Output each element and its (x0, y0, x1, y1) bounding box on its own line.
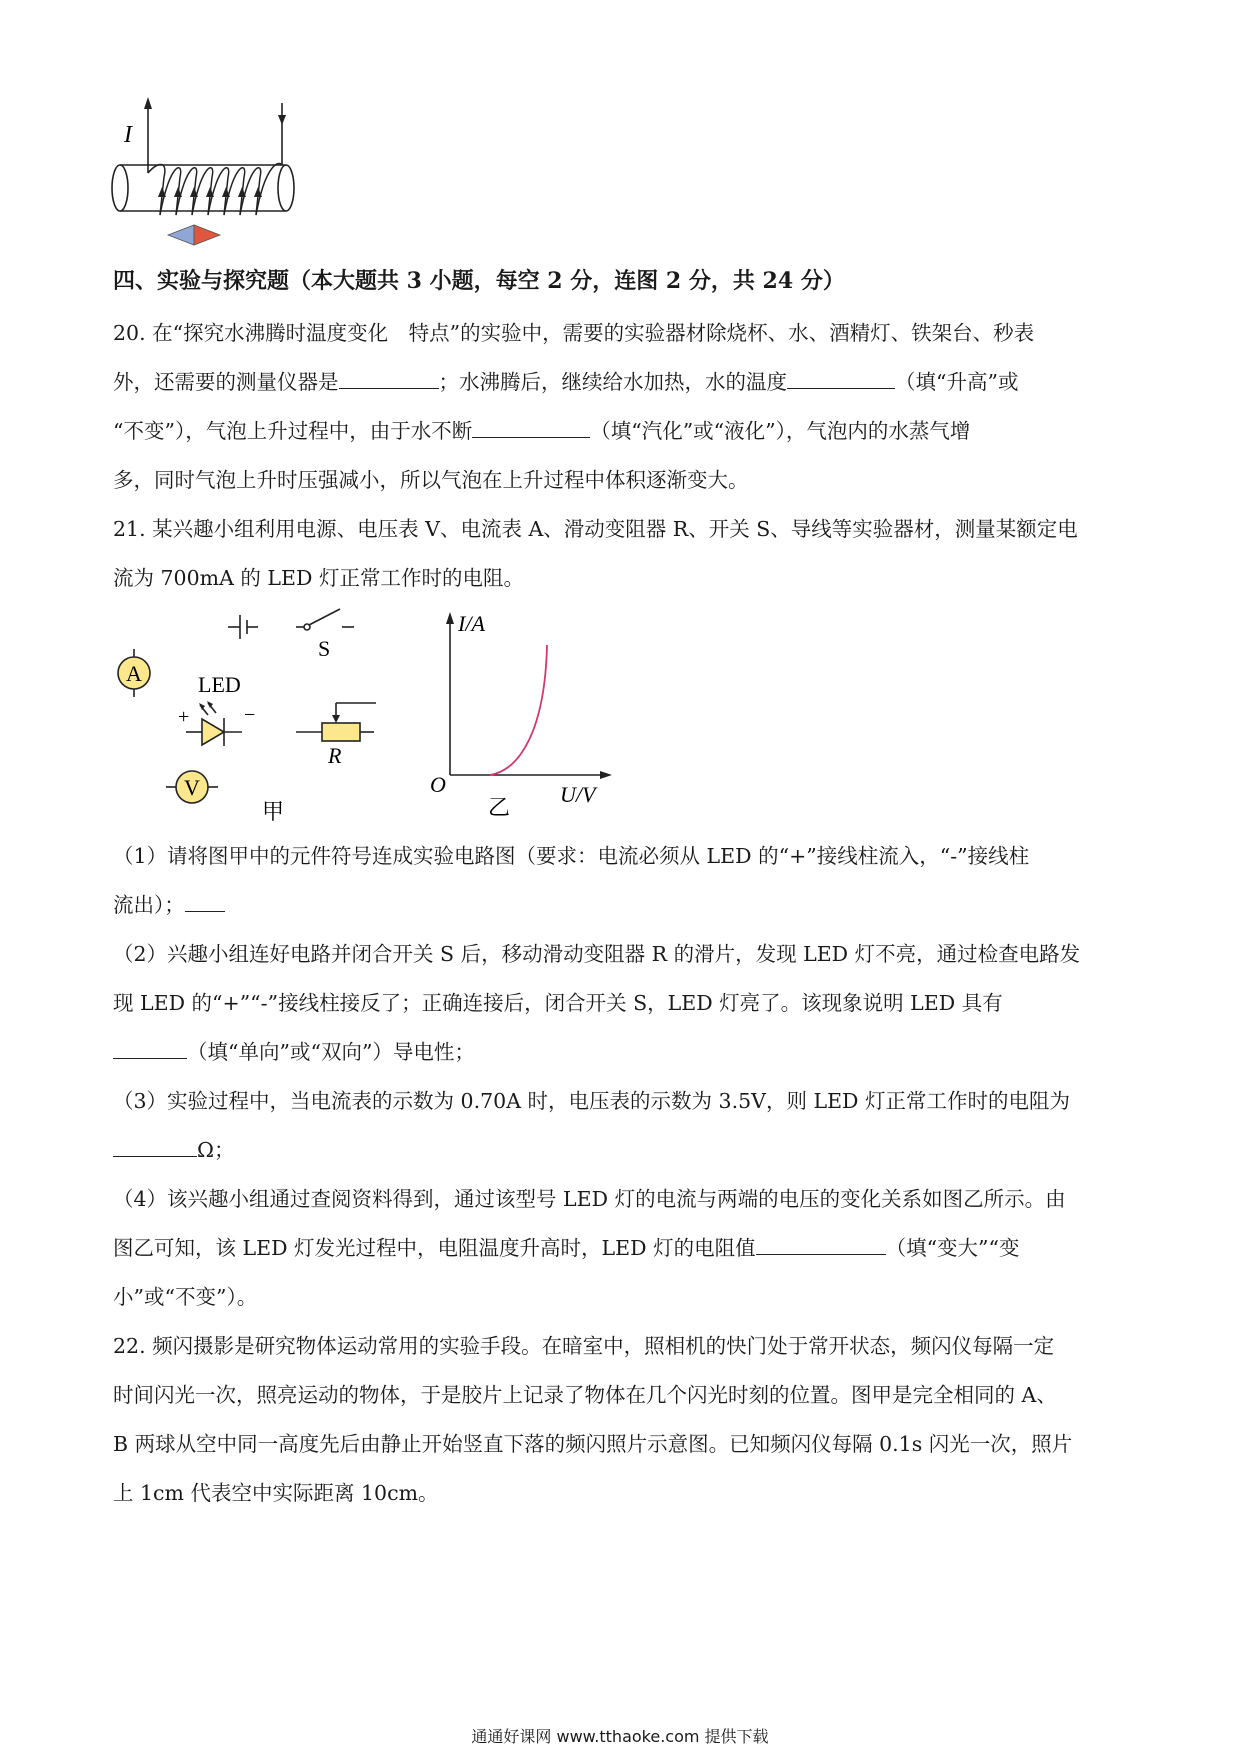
rheostat-label: R (328, 743, 342, 768)
q21-part3-line1: （3）实验过程中，当电流表的示数为 0.70A 时，电压表的示数为 3.5V，则 LED 灯正常工作时的电阻为 (113, 1089, 1070, 1113)
figure-caption-jia: 甲 (262, 799, 285, 824)
figure-yi-graph (420, 610, 620, 830)
q21-part4-line2: 图乙可知，该 LED 灯发光过程中，电阻温度升高时，LED 灯的电阻值 （填“变大”“变 (113, 1236, 1020, 1260)
answer-blank[interactable] (339, 370, 439, 389)
solenoid-figure (110, 95, 330, 255)
q22-line3: B 两球从空中同一高度先后由静止开始竖直下落的频闪照片示意图。已知频闪仪每隔 0.1s 闪光一次，照片 (113, 1432, 1073, 1456)
graph-xlabel: U/V (560, 782, 596, 807)
q21-part4-line1: （4）该兴趣小组通过查阅资料得到，通过该型号 LED 灯的电流与两端的电压的变化关系如图乙所示。由 (113, 1187, 1066, 1211)
answer-blank[interactable] (472, 419, 590, 438)
q22-line4: 上 1cm 代表空中实际距离 10cm。 (113, 1481, 439, 1505)
q21-part1-line1: （1）请将图甲中的元件符号连成实验电路图（要求：电流必须从 LED 的“+”接线柱流入，“-”接线柱 (113, 844, 1030, 868)
q20-line2: 外，还需要的测量仪器是 ；水沸腾后，继续给水加热，水的温度 （填“升高”或 (113, 370, 1019, 394)
q21-line1: 21. 某兴趣小组利用电源、电压表 V、电流表 A、滑动变阻器 R、开关 S、导线等实验器材，测量某额定电 (113, 517, 1078, 541)
led-plus: + (178, 706, 190, 728)
answer-blank[interactable] (787, 370, 895, 389)
voltmeter-label: V (184, 775, 200, 800)
graph-origin: O (430, 772, 446, 797)
ammeter-label: A (126, 661, 142, 686)
answer-blank[interactable] (113, 1138, 197, 1157)
answer-blank[interactable] (185, 893, 225, 912)
q20-line4: 多，同时气泡上升时压强减小，所以气泡在上升过程中体积逐渐变大。 (113, 468, 749, 492)
q22-line2: 时间闪光一次，照亮运动的物体，于是胶片上记录了物体在几个闪光时刻的位置。图甲是完全相同的 A、 (113, 1383, 1057, 1407)
led-icon (186, 703, 242, 746)
q21-part2-line1: （2）兴趣小组连好电路并闭合开关 S 后，移动滑动变阻器 R 的滑片，发现 LED 灯不亮，通过检查电路发 (113, 942, 1081, 966)
q21-part4-line3: 小”或“不变”）。 (113, 1285, 258, 1309)
battery-icon (228, 615, 258, 639)
answer-blank[interactable] (113, 1040, 187, 1059)
figure-jia-components (110, 605, 400, 830)
page-footer: 通通好课网 www.tthaoke.com 提供下载 (471, 1727, 769, 1746)
q21-part2-line2: 现 LED 的“+”“-”接线柱接反了；正确连接后，闭合开关 S，LED 灯亮了。该现象说明 LED 具有 (113, 991, 1003, 1015)
switch-icon (296, 609, 354, 630)
iu-curve (490, 645, 547, 775)
led-minus: − (244, 704, 256, 726)
figure-caption-yi: 乙 (488, 795, 511, 820)
q20-line3: “不变”），气泡上升过程中，由于水不断 （填“汽化”或“液化”），气泡内的水蒸气增 (113, 419, 971, 443)
led-label: LED (198, 672, 241, 697)
q21-part3-line2: Ω； (113, 1137, 235, 1163)
section-heading: 四、实验与探究题（本大题共 3 小题，每空 2 分，连图 2 分，共 24 分） (113, 268, 845, 294)
q21-part1-line2: 流出）； (113, 892, 225, 918)
q21-part2-line3: （填“单向”或“双向”）导电性； (113, 1039, 475, 1065)
answer-blank[interactable] (756, 1236, 886, 1255)
graph-ylabel: I/A (458, 611, 485, 636)
current-label: I (124, 122, 132, 148)
switch-label: S (318, 636, 331, 661)
q22-line1: 22. 频闪摄影是研究物体运动常用的实验手段。在暗室中，照相机的快门处于常开状态，频闪仪每隔一定 (113, 1334, 1055, 1358)
q20-line1: 20. 在“探究水沸腾时温度变化 特点”的实验中，需要的实验器材除烧杯、水、酒精灯、铁架台、秒表 (113, 321, 1035, 345)
q21-line2: 流为 700mA 的 LED 灯正常工作时的电阻。 (113, 566, 524, 590)
